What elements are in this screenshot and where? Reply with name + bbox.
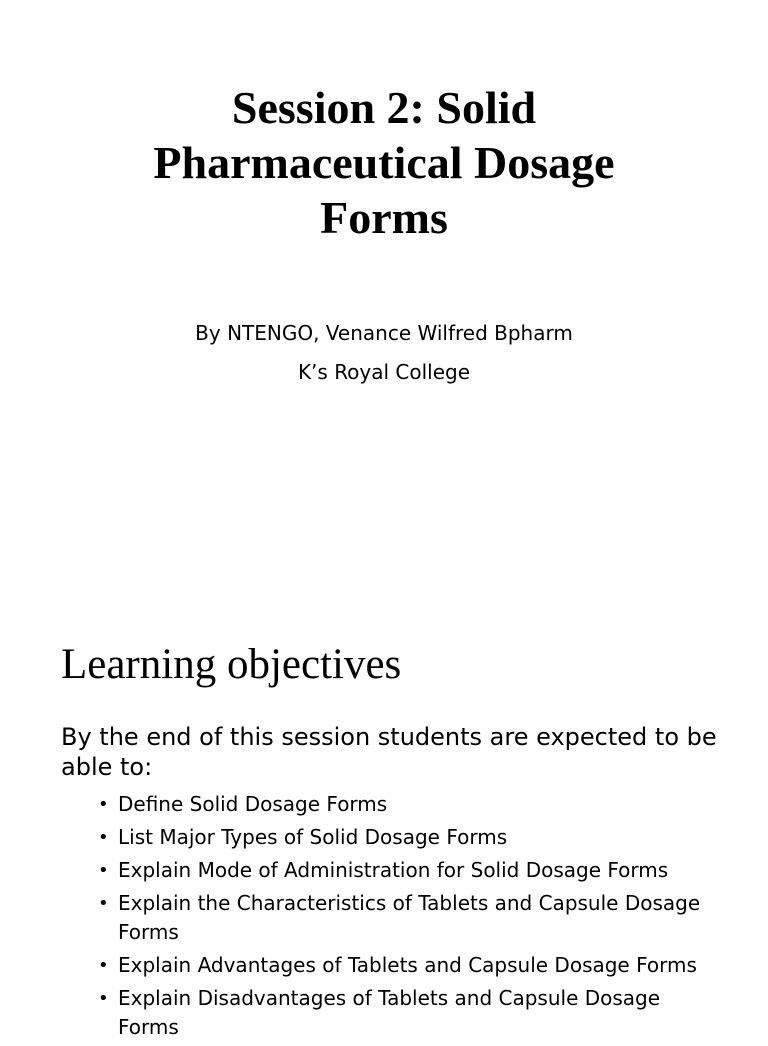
bullet-icon: • — [98, 827, 109, 848]
objective-text: Explain Mode of Administration for Solid Dosage Forms — [118, 858, 669, 882]
objective-item — [0, 790, 768, 819]
bullet-icon: • — [98, 955, 109, 976]
objectives-heading: Learning objectives — [61, 641, 402, 688]
objective-item — [0, 856, 768, 885]
objective-text: List Major Types of Solid Dosage Forms — [118, 825, 508, 849]
objective-item — [0, 951, 768, 980]
objectives-list — [0, 790, 768, 1046]
objectives-intro: By the end of this session students are expected to be able to: — [61, 723, 717, 781]
slide-subtitle — [84, 314, 684, 392]
author-line: By NTENGO, Venance Wilfred Bpharm — [195, 321, 573, 345]
objective-item — [0, 984, 768, 1042]
objective-item — [0, 823, 768, 852]
institution-line: K’s Royal College — [297, 360, 471, 384]
bullet-icon: • — [98, 860, 109, 881]
slide-title: Session 2: Solid Pharmaceutical Dosage Forms — [153, 82, 615, 243]
bullet-icon: • — [98, 893, 109, 914]
objectives-slide — [0, 580, 768, 1039]
bullet-icon: • — [98, 794, 109, 815]
objective-text: Define Solid Dosage Forms — [118, 792, 388, 816]
objective-text: Explain the Characteristics of Tablets and Capsule Dosage Forms — [118, 891, 701, 944]
objective-text: Explain Advantages of Tablets and Capsule Dosage Forms — [118, 953, 697, 977]
objective-item — [0, 889, 768, 947]
bullet-icon: • — [98, 988, 109, 1009]
objective-text: Explain Disadvantages of Tablets and Capsule Dosage Forms — [118, 986, 661, 1039]
